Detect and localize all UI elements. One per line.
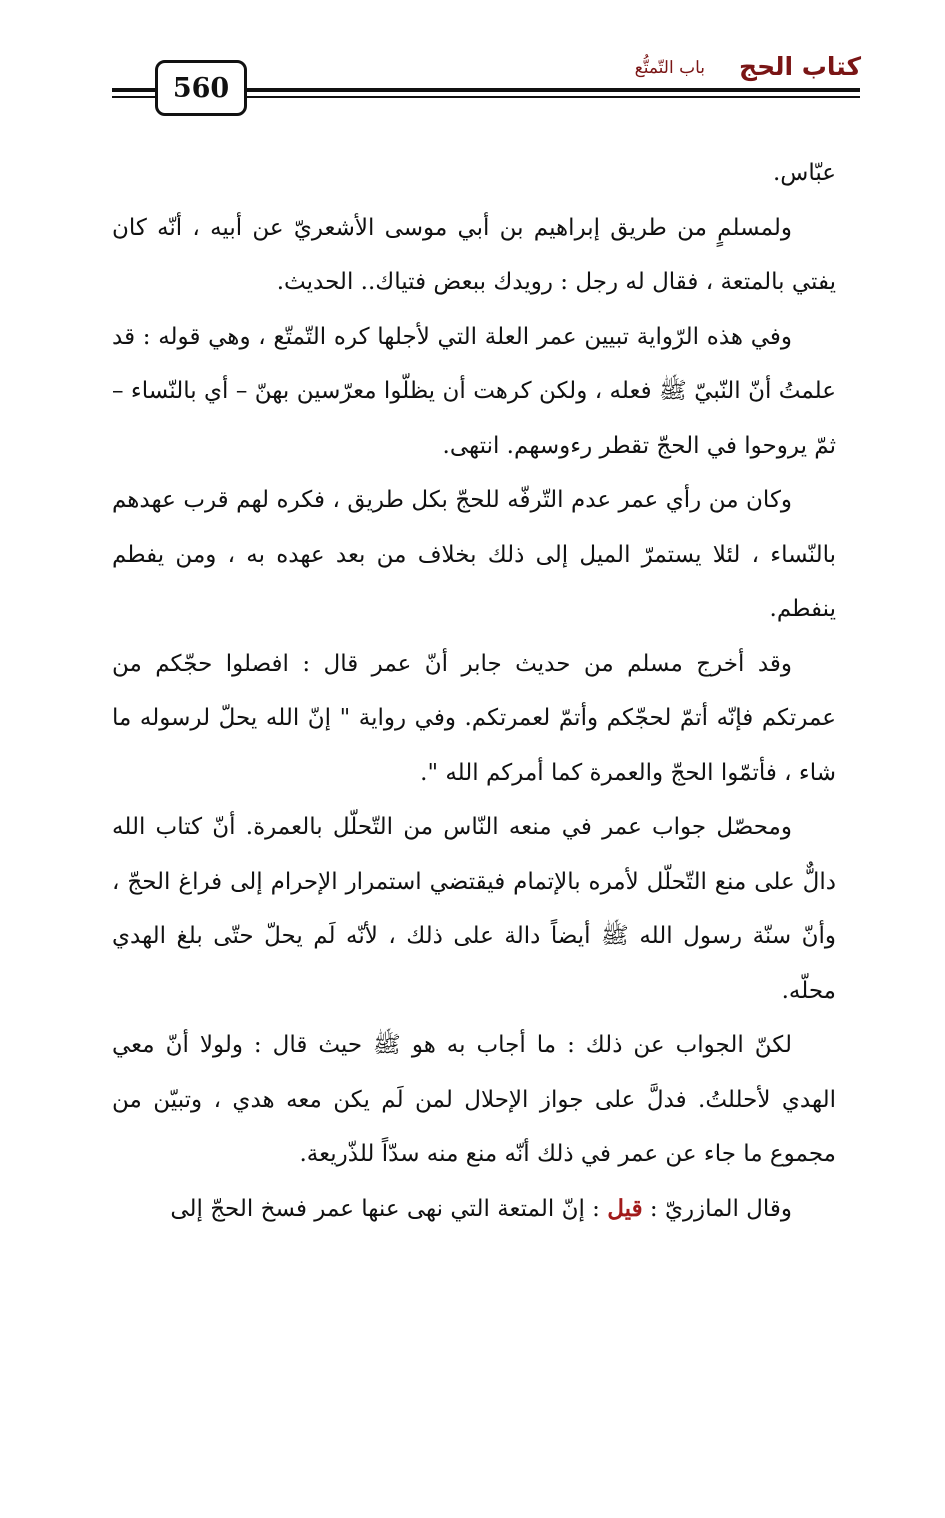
paragraph-5: وقد أخرج مسلم من حديث جابر أنّ عمر قال : افصلوا حجّكم من عمرتكم فإنّه أتمّ لحجّكم وأتمّ لعمرتكم. وفي رواية " إنّ الله يحلّ لرسوله ما شاء ، فأتمّوا الحجّ والعمرة كما أمركم الله ". <box>112 650 836 786</box>
page-body <box>112 146 836 1236</box>
page-number: 560 <box>155 60 247 116</box>
highlighted-word: قيل <box>607 1194 643 1222</box>
chapter-title: باب التّمتُّع <box>634 58 705 78</box>
paragraph-4: وكان من رأي عمر عدم التّرفّه للحجّ بكل طريق ، فكره لهم قرب عهدهم بالنّساء ، لئلا يستمرّ الميل إلى ذلك بخلاف من بعد عهده به ، ومن يفطم ينفطم. <box>112 487 836 622</box>
paragraph-1: عبّاس. <box>772 160 836 186</box>
paragraph-8-before: وقال المازريّ : <box>642 1195 792 1222</box>
page-header <box>0 0 945 130</box>
paragraph-2: ولمسلمٍ من طريق إبراهيم بن أبي موسى الأشعريّ عن أبيه ، أنّه كان يفتي بالمتعة ، فقال له رجل : رويدك ببعض فتياك.. الحديث. <box>112 214 836 295</box>
paragraph-8-after: : إنّ المتعة التي نهى عنها عمر فسخ الحجّ إلى <box>170 1195 608 1222</box>
paragraph-3: وفي هذه الرّواية تبيين عمر العلة التي لأجلها كره التّمتّع ، وهي قوله : قد علمتُ أنّ النّبيّ ﷺ فعله ، ولكن كرهت أن يظلّوا معرّسين بهنّ – أي بالنّساء – ثمّ يروحوا في الحجّ تقطر رءوسهم. انتهى. <box>112 323 836 459</box>
paragraph-6: ومحصّل جواب عمر في منعه النّاس من التّحلّل بالعمرة. أنّ كتاب الله دالٌّ على منع التّحلّل لأمره بالإتمام فيقتضي استمرار الإحرام إلى فراغ الحجّ ، وأنّ سنّة رسول الله ﷺ أيضاً دالة على ذلك ، لأنّه لَم يحلّ حتّى بلغ الهدي محلّه. <box>112 814 836 1004</box>
book-title: كتاب الحج <box>739 52 861 81</box>
paragraph-8 <box>112 1182 836 1237</box>
paragraph-7: لكنّ الجواب عن ذلك : ما أجاب به هو ﷺ حيث قال : ولولا أنّ معي الهدي لأحللتُ. فدلَّ على جواز الإحلال لمن لَم يكن معه هدي ، وتبيّن من مجموع ما جاء عن عمر في ذلك أنّه منع منه سدّاً للذّريعة. <box>112 1032 836 1167</box>
